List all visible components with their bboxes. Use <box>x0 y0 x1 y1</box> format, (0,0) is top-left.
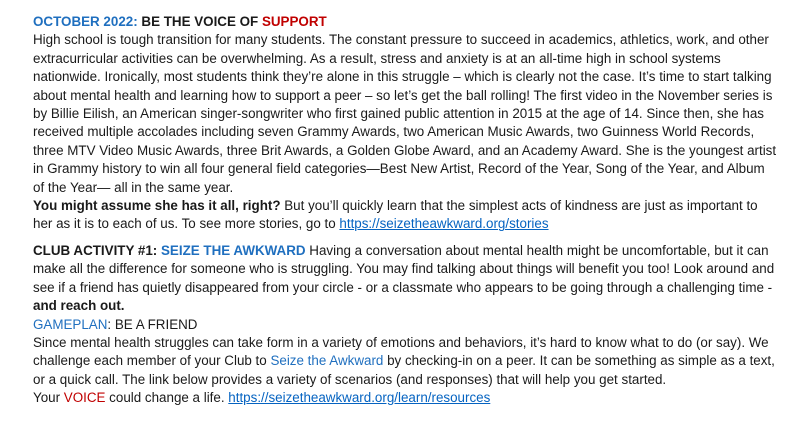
gameplan-line <box>33 316 778 334</box>
section1-closing <box>33 197 778 234</box>
heading-month: OCTOBER 2022: <box>33 14 138 29</box>
voice-text-a: Your <box>33 390 64 406</box>
seize-the-awkward-inline: Seize the Awkward <box>270 353 384 369</box>
document-body <box>33 13 778 408</box>
gameplan-label: GAMEPLAN <box>33 316 108 332</box>
heading-support: SUPPORT <box>261 14 327 29</box>
section1-heading <box>33 13 778 31</box>
section-gap <box>33 234 778 242</box>
resources-link[interactable]: https://seizetheawkward.org/learn/resources <box>228 390 491 406</box>
closing-text: But you’ll quickly learn that the simplest acts of kindness are just as important to her as it is to each of us. To see more stories, go to <box>33 198 758 232</box>
club-activity-text: Having a conversation about mental health might be uncomfortable, but it can make all the difference for someone who is struggling. You may find talking about things will benefit you too! Look around and see if a friend has quietly disappeared from your circle - or a classmate who appears to be going through a challenging time - <box>33 242 775 295</box>
stories-link[interactable]: https://seizetheawkward.org/stories <box>339 216 549 232</box>
challenge-text-a: Since mental health struggles can take form in a variety of emotions and behaviors, it’s hard to know what to do (or say). We challenge each member of your Club to <box>33 334 769 369</box>
bold-question: You might assume she has it all, right? <box>33 198 281 214</box>
voice-line <box>33 389 778 407</box>
reach-out-text: and reach out. <box>33 298 125 314</box>
gameplan-text: : BE A FRIEND <box>107 316 198 332</box>
voice-text-b: could change a life. <box>105 390 229 406</box>
voice-emph: VOICE <box>63 390 106 406</box>
challenge-paragraph <box>33 334 778 389</box>
section1-body: High school is tough transition for many students. The constant pressure to succeed in academics, athletics, work, and other extracurricular activities can be overwhelming. As a result, stress and anxiety is at an all-time high in school systems nationwide. Ironically, most students think they’re alone in this struggle – which is clearly not the case. It’s time to start talking about mental health and learning how to support a peer – so let’s get the ball rolling! The first video in the November series is by Billie Eilish, an American singer-songwriter who first gained public attention in 2015 at the age of 14. Since then, she has received multiple accolades including seven Grammy Awards, two American Music Awards, two Guinness World Records, three MTV Video Music Awards, three Brit Awards, a Golden Globe Award, and an Academy Award. She is the youngest artist in Grammy history to win all four general field categories—Best New Artist, Record of the Year, Song of the Year, and Album of the Year— all in the same year. <box>33 32 777 195</box>
club-activity-paragraph <box>33 242 778 316</box>
challenge-text-b: by checking-in on a peer. It can be something as simple as a text, or a quick call. The link below provides a variety of scenarios (and responses) that will help you get started. <box>33 353 775 387</box>
club-activity-label: CLUB ACTIVITY #1: <box>33 242 161 258</box>
heading-text: BE THE VOICE OF <box>137 14 262 29</box>
seize-the-awkward-heading: SEIZE THE AWKWARD <box>160 242 306 258</box>
